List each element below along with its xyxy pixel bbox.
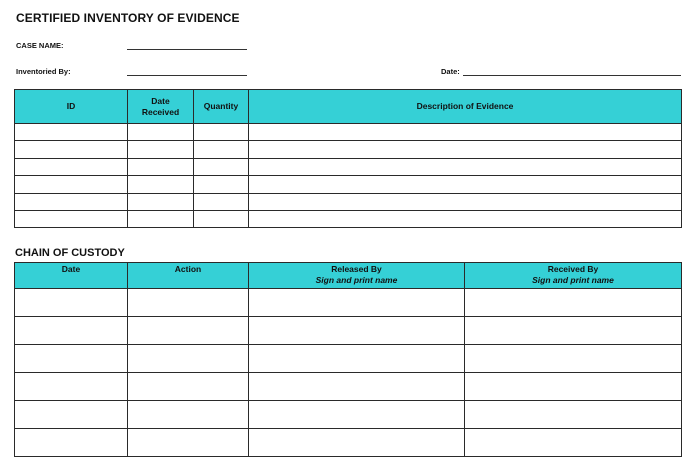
inventory-table xyxy=(14,89,682,228)
inventory-cell[interactable] xyxy=(15,193,128,210)
inventory-cell[interactable] xyxy=(15,210,128,227)
custody-row xyxy=(15,345,682,373)
inventory-cell[interactable] xyxy=(128,141,194,158)
inventory-row xyxy=(15,176,682,193)
chain-of-custody-table xyxy=(14,262,682,457)
inventory-cell[interactable] xyxy=(249,124,682,141)
inventory-row xyxy=(15,210,682,227)
custody-row xyxy=(15,373,682,401)
custody-row xyxy=(15,289,682,317)
inventory-cell[interactable] xyxy=(249,210,682,227)
custody-cell[interactable] xyxy=(128,373,249,401)
custody-cell[interactable] xyxy=(465,345,682,373)
header-date-received-line1: Date xyxy=(151,95,170,106)
inventory-row xyxy=(15,193,682,210)
inventory-cell[interactable] xyxy=(128,210,194,227)
custody-cell[interactable] xyxy=(15,345,128,373)
custody-cell[interactable] xyxy=(128,317,249,345)
inventory-cell[interactable] xyxy=(194,141,249,158)
custody-row xyxy=(15,429,682,457)
custody-cell[interactable] xyxy=(15,401,128,429)
inventory-cell[interactable] xyxy=(194,210,249,227)
inventory-cell[interactable] xyxy=(194,176,249,193)
custody-cell[interactable] xyxy=(465,429,682,457)
header-received-by-label: Received By xyxy=(547,264,599,274)
inventory-cell[interactable] xyxy=(128,158,194,175)
inventory-cell[interactable] xyxy=(194,124,249,141)
header-released-by-label: Released By xyxy=(331,264,382,274)
header-released-by xyxy=(249,263,465,289)
custody-cell[interactable] xyxy=(128,429,249,457)
custody-cell[interactable] xyxy=(465,373,682,401)
inventory-cell[interactable] xyxy=(128,176,194,193)
inventory-cell[interactable] xyxy=(15,176,128,193)
custody-cell[interactable] xyxy=(128,401,249,429)
inventory-cell[interactable] xyxy=(194,158,249,175)
header-date-received xyxy=(128,90,194,124)
header-custody-date: Date xyxy=(15,263,128,289)
inventory-cell[interactable] xyxy=(249,176,682,193)
inventory-cell[interactable] xyxy=(128,193,194,210)
custody-cell[interactable] xyxy=(249,317,465,345)
header-received-by xyxy=(465,263,682,289)
case-name-label: CASE NAME: xyxy=(16,41,64,50)
inventoried-by-label: Inventoried By: xyxy=(16,67,71,76)
inventory-row xyxy=(15,124,682,141)
custody-cell[interactable] xyxy=(465,317,682,345)
inventory-cell[interactable] xyxy=(194,193,249,210)
header-description: Description of Evidence xyxy=(249,90,682,124)
custody-row xyxy=(15,317,682,345)
inventory-row xyxy=(15,158,682,175)
custody-cell[interactable] xyxy=(249,429,465,457)
custody-cell[interactable] xyxy=(249,289,465,317)
header-quantity: Quantity xyxy=(194,90,249,124)
header-date-received-line2: Received xyxy=(141,106,180,117)
custody-cell[interactable] xyxy=(15,289,128,317)
custody-cell[interactable] xyxy=(15,373,128,401)
header-released-by-sub: Sign and print name xyxy=(315,275,398,285)
inventory-header-row xyxy=(15,90,682,124)
custody-cell[interactable] xyxy=(128,289,249,317)
inventory-cell[interactable] xyxy=(249,158,682,175)
custody-cell[interactable] xyxy=(465,401,682,429)
custody-header-row xyxy=(15,263,682,289)
custody-cell[interactable] xyxy=(249,401,465,429)
custody-cell[interactable] xyxy=(465,289,682,317)
inventory-cell[interactable] xyxy=(15,158,128,175)
header-custody-action: Action xyxy=(128,263,249,289)
inventory-cell[interactable] xyxy=(128,124,194,141)
date-field[interactable] xyxy=(463,75,681,76)
inventory-cell[interactable] xyxy=(15,124,128,141)
header-id: ID xyxy=(15,90,128,124)
custody-cell[interactable] xyxy=(15,317,128,345)
inventory-row xyxy=(15,141,682,158)
inventory-cell[interactable] xyxy=(15,141,128,158)
custody-cell[interactable] xyxy=(15,429,128,457)
custody-cell[interactable] xyxy=(249,345,465,373)
custody-cell[interactable] xyxy=(249,373,465,401)
inventory-cell[interactable] xyxy=(249,193,682,210)
custody-cell[interactable] xyxy=(128,345,249,373)
inventory-cell[interactable] xyxy=(249,141,682,158)
chain-of-custody-title: CHAIN OF CUSTODY xyxy=(15,247,125,259)
date-label: Date: xyxy=(441,67,460,76)
case-name-field[interactable] xyxy=(127,49,247,50)
form-title: CERTIFIED INVENTORY OF EVIDENCE xyxy=(16,11,240,25)
inventoried-by-field[interactable] xyxy=(127,75,247,76)
header-received-by-sub: Sign and print name xyxy=(532,275,614,285)
custody-row xyxy=(15,401,682,429)
